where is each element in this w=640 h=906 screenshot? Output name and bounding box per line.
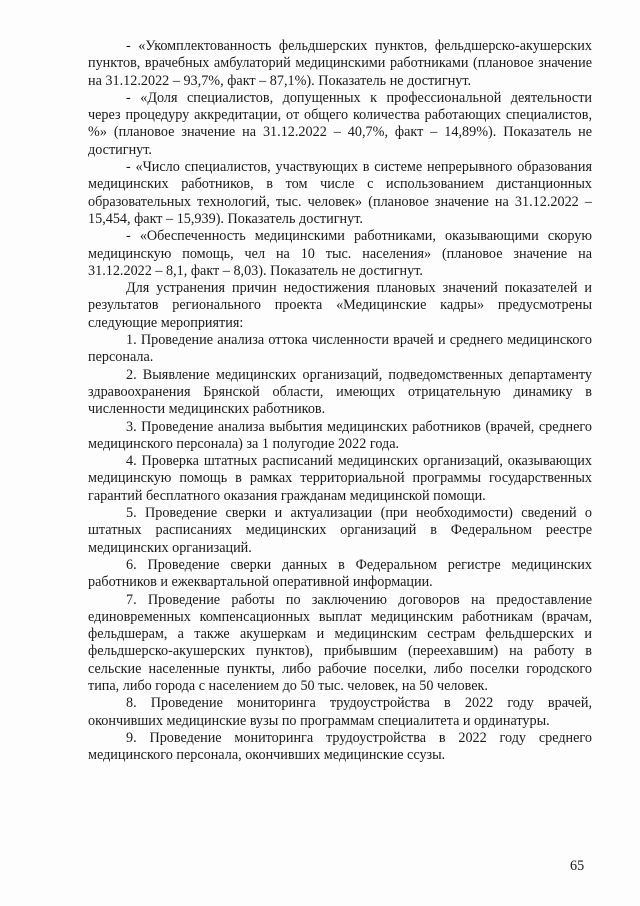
measure-item-7: 7. Проведение работы по заключению договоров на предоставление единовременных компенсационных выплат медицинским работникам (врачам, фельдшерам, а также акушеркам и медицинским сестрам фельдшерских и фельдшерско-акушерских пунктов), прибывшим (переехавшим) на работу в сельские населенные пункты, либо рабочие поселки, либо поселки городского типа, либо города с населением до 50 тыс. человек, на 50 человек. (88, 591, 592, 694)
measures-intro-paragraph: Для устранения причин недостижения плановых значений показателей и результатов регионального проекта «Медицинские кадры» предусмотрены следующие мероприятия: (88, 280, 592, 331)
measure-item-4: 4. Проверка штатных расписаний медицинских организаций, оказывающих медицинскую помощь в рамках территориальной программы государственных гарантий бесплатного оказания гражданам медицинской помощи. (88, 453, 592, 504)
indicator-paragraph-staffing: - «Укомплектованность фельдшерских пунктов, фельдшерско-акушерских пунктов, врачебных амбулаторий медицинскими работниками (плановое значение на 31.12.2022 – 93,7%, факт – 87,1%). Показатель не достигнут. (88, 38, 592, 89)
document-body (88, 38, 592, 764)
indicator-paragraph-accreditation: - «Доля специалистов, допущенных к профессиональной деятельности через процедуру аккредитации, от общего количества работающих специалистов, %» (плановое значение на 31.12.2022 – 40,7%, факт – 14,89%). Показатель не достигнут. (88, 89, 592, 158)
measure-item-2: 2. Выявление медицинских организаций, подведомственных департаменту здравоохранения Брянской области, имеющих отрицательную динамику в численности медицинских работников. (88, 366, 592, 418)
measure-item-9: 9. Проведение мониторинга трудоустройства в 2022 году среднего медицинского персонала, окончивших медицинские ссузы. (88, 729, 592, 764)
indicator-paragraph-continuing-education: - «Число специалистов, участвующих в системе непрерывного образования медицинских работников, в том числе с использованием дистанционных образовательных технологий, тыс. человек» (плановое значение на 31.12.2022 – 15,454, факт – 15,939). Показатель достигнут. (88, 159, 592, 227)
measure-item-5: 5. Проведение сверки и актуализации (при необходимости) сведений о штатных расписаниях медицинских организаций в Федеральном реестре медицинских организаций. (88, 505, 592, 556)
measure-item-8: 8. Проведение мониторинга трудоустройства в 2022 году врачей, окончивших медицинские вузы по программам специалитета и ординатуры. (88, 695, 592, 729)
measure-item-3: 3. Проведение анализа выбытия медицинских работников (врачей, среднего медицинского персонала) за 1 полугодие 2022 года. (88, 418, 592, 452)
page-number: 65 (570, 858, 585, 874)
measure-item-6: 6. Проведение сверки данных в Федеральном регистре медицинских работников и ежеквартальной оперативной информации. (88, 556, 592, 591)
indicator-paragraph-emergency-staffing: - «Обеспеченность медицинскими работниками, оказывающими скорую медицинскую помощь, чел на 10 тыс. населения» (плановое значение на 31.12.2022 – 8,1, факт – 8,03). Показатель не достигнут. (88, 228, 592, 279)
measure-item-1: 1. Проведение анализа оттока численности врачей и среднего медицинского персонала. (88, 332, 592, 366)
